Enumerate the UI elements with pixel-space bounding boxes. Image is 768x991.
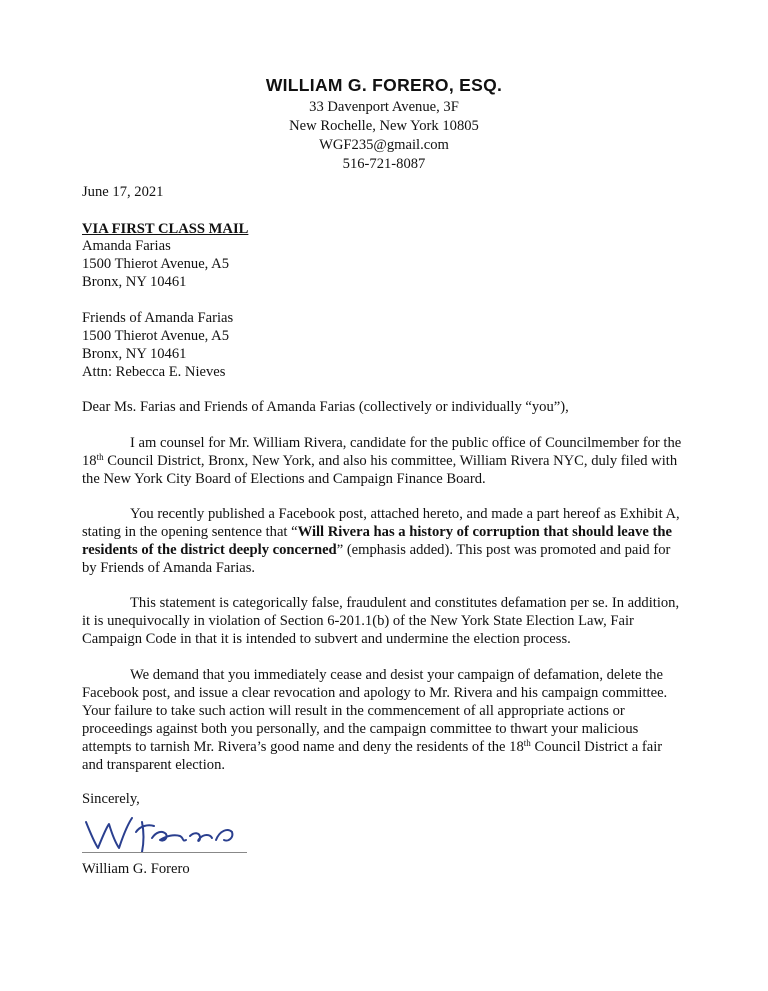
recipient2-city: Bronx, NY 10461 [82,346,187,362]
recipient1-name: Amanda Farias [82,238,171,254]
closing: Sincerely, [82,791,140,807]
paragraph-3 [82,594,682,648]
paragraph-4-text-b: Council District a fair and transparent election. [82,739,663,773]
letter-date: June 17, 2021 [82,184,164,200]
letterhead [0,74,768,174]
salutation: Dear Ms. Farias and Friends of Amanda Farias (collectively or individually “you”), [82,399,569,415]
letterhead-email: WGF235@gmail.com [319,137,449,153]
paragraph-2 [82,505,682,577]
recipient-address-2 [82,309,682,381]
paragraph-4-text-a: We demand that you immediately cease and desist your campaign of defamation, delete the Facebook post, and issue a clear revocation and apology to Mr. Rivera and his campaign committee. Your failure to take such action will result in the commencement of all appropriate actions or proceedings against both you personally, and the campaign committee to thwart your malicious attempts to tarnish Mr. Rivera’s good name and deny the residents of the 18 [82,667,668,755]
paragraph-3-text: This statement is categorically false, fraudulent and constitutes defamation per se. In addition, it is unequivocally in violation of Section 6-201.1(b) of the New York State Election Law, Fair Campaign Code in that it is intended to subvert and undermine the election process. [82,595,680,647]
letterhead-phone: 516-721-8087 [342,156,426,172]
paragraph-4-superscript: th [523,738,531,748]
recipient2-street: 1500 Thierot Avenue, A5 [82,328,229,344]
paragraph-2-text-b: ” (emphasis added). This post was promoted and paid for by Friends of Amanda Farias. [82,542,671,576]
recipient1-street: 1500 Thierot Avenue, A5 [82,256,229,272]
handwritten-signature [82,808,252,856]
recipient2-attn: Attn: Rebecca E. Nieves [82,364,226,380]
recipient2-name: Friends of Amanda Farias [82,310,234,326]
paragraph-1-superscript: th [96,452,104,462]
letterhead-name: WILLIAM G. FORERO, ESQ. [265,75,503,95]
recipient1-city: Bronx, NY 10461 [82,274,187,290]
recipient-address-1 [82,237,682,291]
paragraph-2-text-a: You recently published a Facebook post, attached hereto, and made a part hereof as Exhibit A, stating in the opening sentence that “ [82,506,680,540]
signer-name: William G. Forero [82,861,190,877]
signature-line [82,852,247,853]
delivery-method [82,220,682,238]
paragraph-4 [82,666,682,774]
letterhead-address-line2: New Rochelle, New York 10805 [289,118,479,134]
delivery-method-heading: VIA FIRST CLASS MAIL [82,221,249,237]
paragraph-2-quote: Will Rivera has a history of corruption that should leave the residents of the district deeply concerned [82,524,672,558]
paragraph-1-text-b: Council District, Bronx, New York, and also his committee, William Rivera NYC, duly filed with the New York City Board of Elections and Campaign Finance Board. [82,453,678,487]
paragraph-1 [82,434,682,488]
letterhead-address-line1: 33 Davenport Avenue, 3F [309,99,459,115]
paragraph-1-text-a: I am counsel for Mr. William Rivera, candidate for the public office of Councilmember for the 18 [82,435,682,469]
